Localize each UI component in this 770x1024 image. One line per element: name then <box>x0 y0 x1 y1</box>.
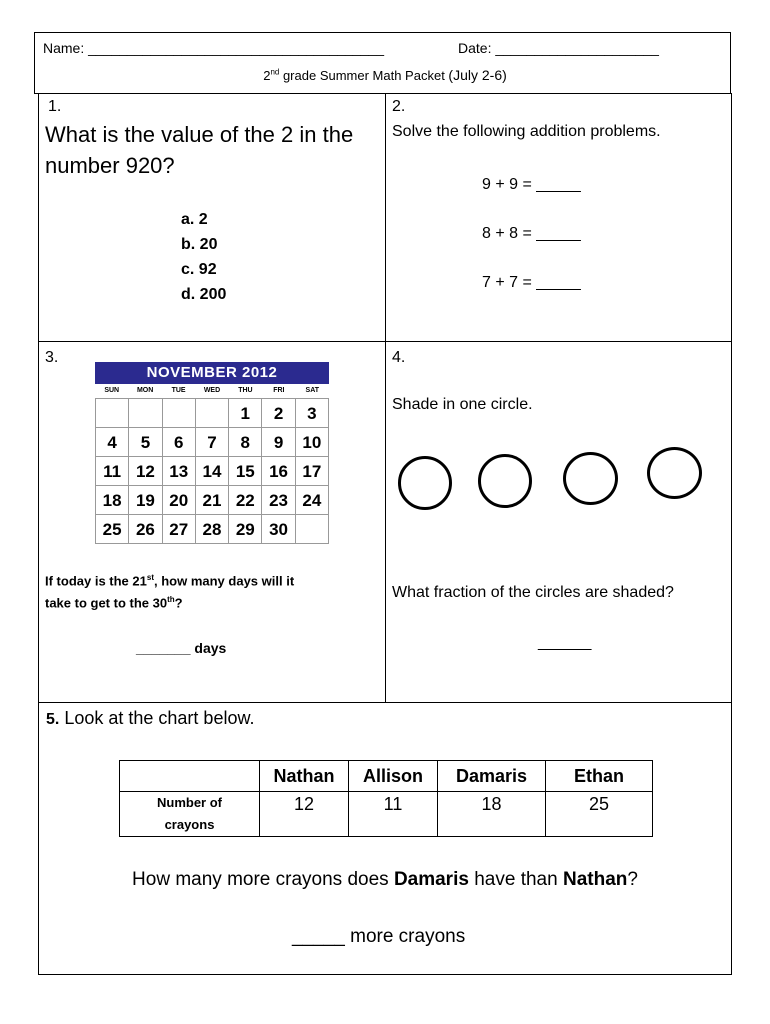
q3-answer-blank: _______ days <box>136 640 227 656</box>
calendar-day-cell <box>129 399 162 428</box>
circle-4[interactable] <box>647 447 702 499</box>
row-label-line1: Number of <box>157 795 222 810</box>
calendar-grid <box>95 398 329 544</box>
calendar-day-cell: 30 <box>262 515 295 544</box>
calendar-day-cell <box>296 515 329 544</box>
calendar-day-cell: 27 <box>163 515 196 544</box>
q3-question-sup2: th <box>167 595 175 604</box>
table-header-cell: Allison <box>349 761 438 792</box>
calendar-day-cell: 26 <box>129 515 162 544</box>
calendar-day-cell: 9 <box>262 428 295 457</box>
calendar-day-cell: 5 <box>129 428 162 457</box>
q2-problem-1: 9 + 9 = _____ <box>482 176 581 193</box>
q4-question: What fraction of the circles are shaded? <box>392 584 674 601</box>
table-header-row <box>120 761 653 792</box>
november-calendar <box>95 362 329 544</box>
q3-question-part-c: take to get to the 30 <box>45 595 168 611</box>
calendar-day-cell: 16 <box>262 457 295 486</box>
q3-question-line2 <box>45 595 183 610</box>
calendar-day-cell: 14 <box>196 457 229 486</box>
circle-1[interactable] <box>398 456 452 510</box>
q5-answer-blank: _____ more crayons <box>292 926 466 947</box>
calendar-day-cell: 13 <box>163 457 196 486</box>
q3-number: 3. <box>45 349 59 366</box>
calendar-weekday: FRI <box>273 387 285 394</box>
table-row <box>120 792 653 837</box>
q1-option-b: b. 20 <box>181 236 218 253</box>
calendar-weekday: SUN <box>104 387 120 394</box>
title-grade-number: 2 <box>263 68 271 83</box>
q2-problem-2: 8 + 8 = _____ <box>482 225 581 242</box>
calendar-day-cell: 6 <box>163 428 196 457</box>
q1-option-d: d. 200 <box>181 286 227 303</box>
vertical-divider <box>385 93 386 703</box>
calendar-day-cell: 2 <box>262 399 295 428</box>
title-grade-suffix: nd <box>270 67 280 77</box>
q2-prompt: Solve the following addition problems. <box>392 123 661 140</box>
q3-question-line1 <box>45 573 294 588</box>
row-divider-1 <box>38 341 732 342</box>
calendar-day-cell: 4 <box>96 428 129 457</box>
table-cell: 25 <box>546 792 653 837</box>
date-field-label: Date: _____________________ <box>458 40 659 56</box>
q1-option-c: c. 92 <box>181 261 217 278</box>
calendar-day-cell: 25 <box>96 515 129 544</box>
calendar-day-cell: 28 <box>196 515 229 544</box>
q5-question-nathan: Nathan <box>562 869 628 890</box>
calendar-day-cell: 12 <box>129 457 162 486</box>
calendar-weekday: THU <box>238 387 253 394</box>
title-text: grade Summer Math Packet <box>279 68 449 83</box>
q5-prompt: Look at the chart below. <box>59 708 255 728</box>
calendar-weekday: SAT <box>305 387 320 394</box>
table-header-cell: Damaris <box>438 761 546 792</box>
row-divider-2 <box>38 702 732 703</box>
q1-question-line1: What is the value of the 2 in the <box>45 122 354 147</box>
circle-3[interactable] <box>563 452 618 505</box>
q2-problem-3: 7 + 7 = _____ <box>482 274 581 291</box>
q4-prompt: Shade in one circle. <box>392 396 533 413</box>
table-cell: 18 <box>438 792 546 837</box>
crayon-table <box>119 760 653 837</box>
calendar-day-cell: 10 <box>296 428 329 457</box>
name-field-label: Name: ______________________________________ <box>43 40 384 56</box>
table-cell: 12 <box>260 792 349 837</box>
q1-option-a: a. 2 <box>181 211 208 228</box>
calendar-day-cell <box>196 399 229 428</box>
calendar-day-cell <box>96 399 129 428</box>
calendar-title: NOVEMBER 2012 <box>95 362 329 384</box>
q2-number: 2. <box>392 98 406 115</box>
calendar-weekday: WED <box>203 387 221 394</box>
calendar-day-cell: 22 <box>229 486 262 515</box>
q5-question <box>0 869 770 891</box>
q1-number: 1. <box>48 98 62 115</box>
q4-number: 4. <box>392 349 406 366</box>
circle-2[interactable] <box>478 454 532 508</box>
title-dates: (July 2-6) <box>448 67 507 83</box>
q3-question-part-b: , how many days will it <box>154 573 295 589</box>
q3-question-part-a: If today is the 21 <box>45 573 147 589</box>
calendar-day-cell: 1 <box>229 399 262 428</box>
packet-title <box>0 67 770 83</box>
calendar-day-cell <box>163 399 196 428</box>
calendar-day-cell: 24 <box>296 486 329 515</box>
q5-number: 5. <box>46 711 60 728</box>
calendar-day-cell: 20 <box>163 486 196 515</box>
calendar-day-cell: 8 <box>229 428 262 457</box>
calendar-day-cell: 19 <box>129 486 162 515</box>
q5-question-part-e: ? <box>627 869 638 890</box>
calendar-day-cell: 11 <box>96 457 129 486</box>
row-label-line2: crayons <box>164 817 215 832</box>
calendar-day-cell: 3 <box>296 399 329 428</box>
table-header-cell: Ethan <box>546 761 653 792</box>
calendar-day-cell: 21 <box>196 486 229 515</box>
q5-heading <box>46 708 254 729</box>
calendar-day-cell: 17 <box>296 457 329 486</box>
calendar-day-cell: 7 <box>196 428 229 457</box>
q4-answer-blank: ______ <box>538 634 592 651</box>
table-row-label <box>120 792 260 837</box>
q5-question-damaris: Damaris <box>393 869 469 890</box>
q3-question-part-d: ? <box>174 595 183 611</box>
table-header-cell: Nathan <box>260 761 349 792</box>
calendar-weekdays <box>95 384 329 398</box>
calendar-day-cell: 29 <box>229 515 262 544</box>
q3-question-sup1: st <box>146 573 154 582</box>
q5-question-part-a: How many more crayons does <box>132 869 394 890</box>
calendar-day-cell: 23 <box>262 486 295 515</box>
calendar-day-cell: 15 <box>229 457 262 486</box>
calendar-weekday: MON <box>136 387 154 394</box>
table-cell: 11 <box>349 792 438 837</box>
calendar-day-cell: 18 <box>96 486 129 515</box>
q5-question-part-c: have than <box>468 869 563 890</box>
table-header-cell <box>120 761 260 792</box>
calendar-weekday: TUE <box>171 387 186 394</box>
q1-question-line2: number 920? <box>45 153 175 178</box>
